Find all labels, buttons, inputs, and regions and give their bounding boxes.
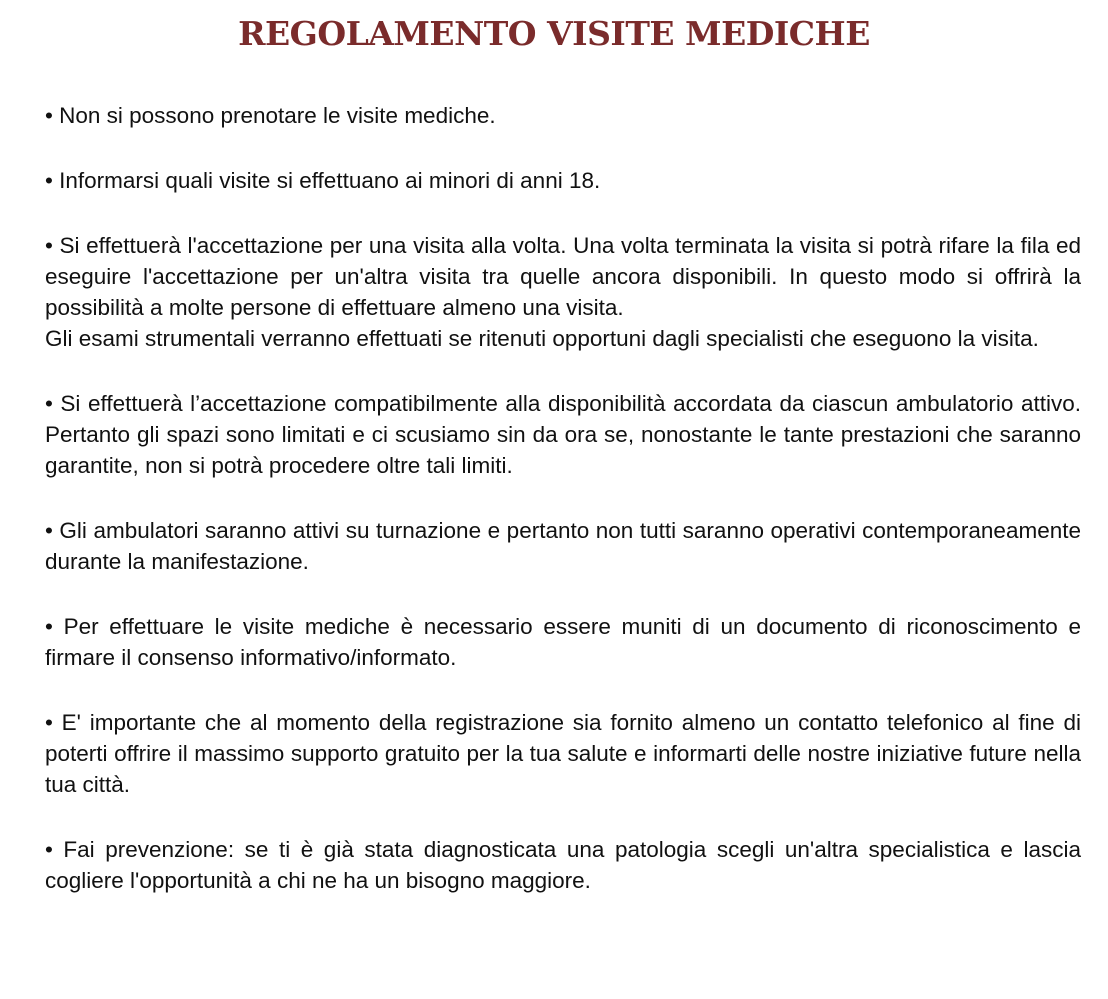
rule-item: • Fai prevenzione: se ti è già stata diagnosticata una patologia scegli un'altra specialistica e lascia cogliere l'opportunità a chi ne ha un bisogno maggiore.	[45, 837, 1081, 893]
rule-item: • E' importante che al momento della registrazione sia fornito almeno un contatto telefonico al fine di poterti offrire il massimo supporto gratuito per la tua salute e informarti delle nostre iniziative future nella tua città.	[45, 710, 1081, 797]
rule-item: • Per effettuare le visite mediche è necessario essere muniti di un documento di riconoscimento e firmare il consenso informativo/informato.	[45, 614, 1081, 670]
rules-list	[45, 100, 1081, 930]
rule-item: • Non si possono prenotare le visite mediche.	[45, 103, 496, 128]
rule-item: • Gli ambulatori saranno attivi su turnazione e pertanto non tutti saranno operativi contemporaneamente durante la manifestazione.	[45, 518, 1081, 574]
rule-note: Gli esami strumentali verranno effettuati se ritenuti opportuni dagli specialisti che eseguono la visita.	[45, 326, 1039, 351]
rule-item: • Si effettuerà l’accettazione compatibilmente alla disponibilità accordata da ciascun ambulatorio attivo. Pertanto gli spazi sono limitati e ci scusiamo sin da ora se, nonostante le tante prestazioni che saranno garantite, non si potrà procedere oltre tali limiti.	[45, 391, 1081, 478]
rule-item: • Informarsi quali visite si effettuano ai minori di anni 18.	[45, 168, 601, 193]
document-title: REGOLAMENTO VISITE MEDICHE	[238, 14, 870, 53]
rule-item: • Si effettuerà l'accettazione per una visita alla volta. Una volta terminata la visita si potrà rifare la fila ed eseguire l'accettazione per un'altra visita tra quelle ancora disponibili. In questo modo si offrirà la possibilità a molte persone di effettuare almeno una visita.	[45, 233, 1081, 320]
